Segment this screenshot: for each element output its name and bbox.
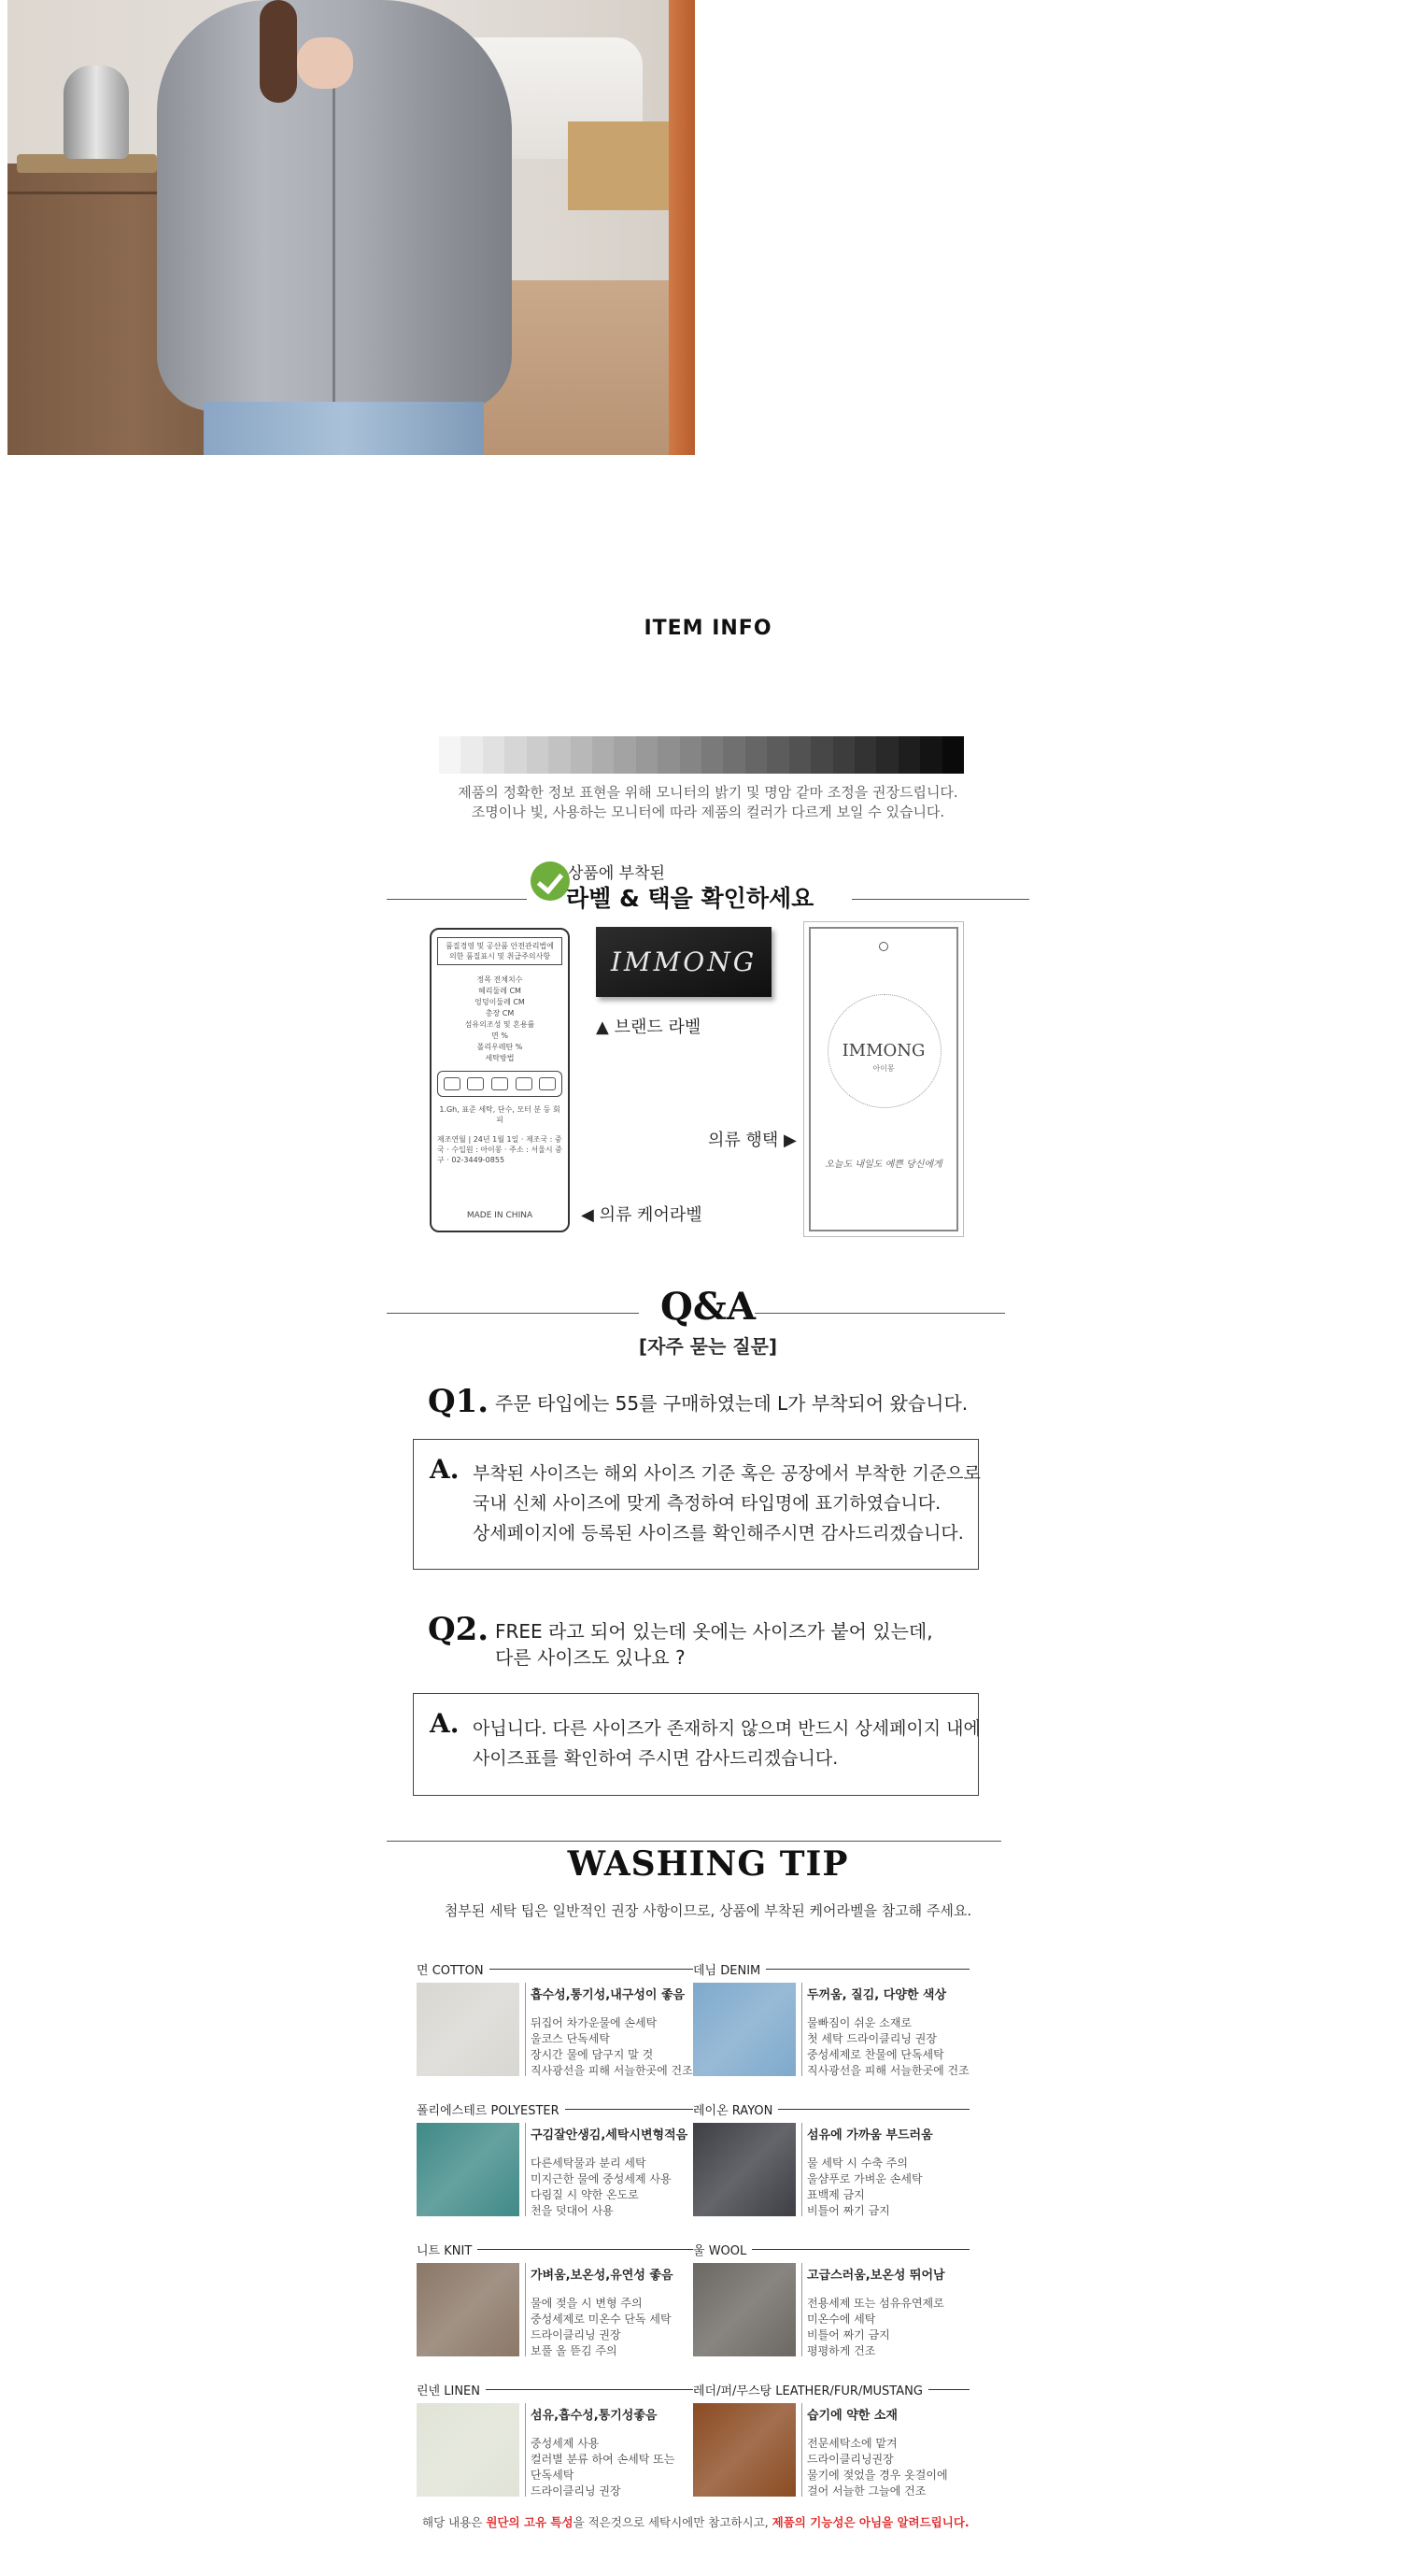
- fabric-tip: 단독세탁: [531, 2469, 574, 2482]
- gray-swatch: [527, 736, 548, 774]
- care-label-row: 정목 전체치수: [476, 975, 523, 984]
- fabric-vertical-line: [525, 2123, 526, 2216]
- fabric-tip: 직사광선을 피해 서늘한곳에 건조: [531, 2064, 693, 2077]
- fabric-trait: 두꺼움, 질김, 다양한 색상: [807, 1988, 947, 2002]
- q2-answer-line2: 사이즈표를 확인하여 주시면 감사드리겠습니다.: [473, 1748, 839, 1769]
- care-label-heading: 품질경영 및 공산품 안전관리법에 의한 품질표시 및 취급주의사항: [437, 937, 562, 965]
- fabric-vertical-line: [525, 2263, 526, 2356]
- fabric-tip: 걸어 서늘한 그늘에 건조: [807, 2484, 927, 2498]
- fabric-tip: 물빠짐이 쉬운 소재로: [807, 2016, 912, 2029]
- care-label-row: 면 %: [491, 1032, 508, 1040]
- q2-answer-line1: 아닙니다. 다른 사이즈가 존재하지 않으며 반드시 상세페이지 내에: [473, 1718, 981, 1739]
- fabric-tip: 울코스 단독세탁: [531, 2032, 610, 2045]
- fabric-tip: 드라이클리닝 권장: [531, 2484, 621, 2498]
- fabric-trait: 섬유,흡수성,통기성좋음: [531, 2409, 658, 2423]
- fabric-swatch: [417, 2123, 519, 2216]
- gray-swatch: [483, 736, 504, 774]
- qa-subtitle: [자주 묻는 질문]: [638, 1335, 778, 1358]
- washing-footnote: [422, 2513, 970, 2530]
- gray-swatch: [680, 736, 701, 774]
- fabric-trait: 섬유에 가까움 부드러움: [807, 2128, 933, 2142]
- gray-swatch: [723, 736, 744, 774]
- q1-answer-line2: 국내 신체 사이즈에 맞게 측정하여 타입명에 표기하였습니다.: [473, 1493, 942, 1514]
- fabric-trait: 구김잘안생김,세탁시변형적음: [531, 2128, 688, 2142]
- fabric-tip: 물 세탁 시 수축 주의: [807, 2156, 908, 2170]
- brand-label-caption: ▲ 브랜드 라벨: [596, 1018, 701, 1037]
- fabric-card: [417, 2241, 693, 2371]
- footnote-highlight1: 원단의 고유 특성: [486, 2515, 573, 2529]
- q1-answer-line1: 부착된 사이즈는 해외 사이즈 기준 혹은 공장에서 부착한 기준으로: [473, 1463, 981, 1484]
- q1-mark: Q1.: [428, 1383, 489, 1420]
- fabric-tip: 장시간 물에 담구지 말 것: [531, 2048, 654, 2061]
- label-section-heading: 라벨 & 택을 확인하세요: [566, 885, 814, 912]
- fabric-trait: 흡수성,통기성,내구성이 좋음: [531, 1988, 686, 2002]
- gray-swatch: [855, 736, 876, 774]
- fabric-card: [417, 2381, 693, 2512]
- fabric-swatch: [417, 2403, 519, 2497]
- fabric-swatch: [693, 1983, 796, 2076]
- gray-swatch: [942, 736, 964, 774]
- photo-door: [669, 0, 695, 455]
- photo-side-table: [568, 121, 671, 210]
- care-label-caption: ◀ 의류 케어라벨: [581, 1205, 702, 1225]
- fabric-tip: 직사광선을 피해 서늘한곳에 건조: [807, 2064, 970, 2077]
- care-label-info: 제조연월 | 24년 1월 1일 · 제조국 : 중국 · 수입원 : 아이몽 · 주소 : 서울시 중구 · 02-3449-0855: [437, 1135, 562, 1164]
- fabric-name: 폴리에스테르 POLYESTER: [417, 2100, 565, 2118]
- fabric-tip: 물에 젖을 시 변형 주의: [531, 2297, 643, 2310]
- gray-swatch: [636, 736, 658, 774]
- fabric-tip: 드라이클리닝권장: [807, 2453, 894, 2466]
- product-photo: [7, 0, 695, 455]
- gray-swatch: [833, 736, 855, 774]
- fabric-tip: 미온수에 세탁: [807, 2313, 876, 2326]
- gray-swatch: [767, 736, 788, 774]
- divider: [387, 1841, 1001, 1842]
- fabric-vertical-line: [801, 2263, 802, 2356]
- q1-answer-mark: A.: [430, 1454, 460, 1485]
- gray-swatch: [811, 736, 832, 774]
- gray-swatch: [876, 736, 898, 774]
- gray-swatch: [504, 736, 526, 774]
- fabric-vertical-line: [801, 2403, 802, 2497]
- q2-question-line1: FREE 라고 되어 있는데 옷에는 사이즈가 붙어 있는데,: [495, 1620, 933, 1643]
- bleach-symbol-icon: [467, 1077, 484, 1090]
- gray-swatch: [920, 736, 942, 774]
- fabric-tip: 미지근한 물에 중성세제 사용: [531, 2172, 672, 2185]
- fabric-tip: 다른세탁물과 분리 세탁: [531, 2156, 646, 2170]
- fabric-name: 레더/퍼/무스탕 LEATHER/FUR/MUSTANG: [693, 2381, 928, 2398]
- wash-symbol-icon: [444, 1077, 460, 1090]
- q1-answer-line3: 상세페이지에 등록된 사이즈를 확인해주시면 감사드리겠습니다.: [473, 1523, 964, 1544]
- care-label-rows: [437, 975, 562, 1063]
- care-symbols: [437, 1071, 562, 1097]
- care-label-row: 총장 CM: [485, 1009, 515, 1018]
- dryclean-symbol-icon: [516, 1077, 532, 1090]
- footnote-highlight2: 제품의 기능성은 아님을 알려드립니다.: [772, 2515, 970, 2529]
- iron-symbol-icon: [491, 1077, 508, 1090]
- gray-swatch: [658, 736, 679, 774]
- gray-swatch: [745, 736, 767, 774]
- fabric-card: [417, 1960, 693, 2091]
- gray-swatch: [789, 736, 811, 774]
- fabric-tip: 중성세제로 찬물에 단독세탁: [807, 2048, 944, 2061]
- monitor-notice-line2: 조명이나 빛, 사용하는 모니터에 따라 제품의 컬러가 다르게 보일 수 있습니다.: [471, 804, 945, 820]
- fabric-vertical-line: [801, 2123, 802, 2216]
- brand-label-illustration: IMMONG: [596, 927, 772, 997]
- fabric-tip: 중성세제로 미온수 단독 세탁: [531, 2313, 672, 2326]
- fabric-name: 울 WOOL: [693, 2241, 752, 2258]
- q1-question-line1: 주문 타입에는 55를 구매하였는데 L가 부착되어 왔습니다.: [495, 1392, 969, 1415]
- washing-tip-subtitle: 첨부된 세탁 팁은 일반적인 권장 사항이므로, 상품에 부착된 케어라벨을 참고해 주세요.: [444, 1902, 972, 1919]
- fabric-swatch: [693, 2123, 796, 2216]
- label-section-subtitle: 상품에 부착된: [568, 864, 665, 883]
- hang-tag-hole: [879, 942, 888, 951]
- fabric-name: 니트 KNIT: [417, 2241, 477, 2258]
- qa-title: Q&A: [660, 1285, 756, 1329]
- care-label-row: 엉덩이둘레 CM: [474, 998, 525, 1006]
- gray-swatch: [614, 736, 635, 774]
- care-label-made-in: MADE IN CHINA: [466, 1211, 533, 1220]
- care-label-row: 폴리우레탄 %: [476, 1043, 523, 1051]
- fabric-name: 면 COTTON: [417, 1960, 489, 1978]
- monitor-notice: [0, 783, 1416, 822]
- gray-swatch: [548, 736, 570, 774]
- hang-tag-brand: IMMONG: [842, 1041, 926, 1060]
- q2-question-line2: 다른 사이즈도 있나요 ?: [495, 1646, 686, 1669]
- fabric-tip: 뒤집어 차가운물에 손세탁: [531, 2016, 658, 2029]
- q2-answer-mark: A.: [430, 1708, 460, 1739]
- fabric-tip: 표백제 금지: [807, 2188, 865, 2201]
- gray-swatch: [571, 736, 592, 774]
- gray-swatch: [701, 736, 723, 774]
- fabric-tip: 전용세제 또는 섬유유연제로: [807, 2297, 944, 2310]
- fabric-trait: 습기에 약한 소재: [807, 2409, 898, 2423]
- gray-swatch: [592, 736, 614, 774]
- fabric-tip: 컬러별 분류 하여 손세탁 또는: [531, 2453, 675, 2466]
- fabric-card: [417, 2100, 693, 2231]
- fabric-tip: 보풀 올 뜯김 주의: [531, 2344, 617, 2357]
- fabric-card: [693, 2100, 970, 2231]
- fabric-name: 레이온 RAYON: [693, 2100, 778, 2118]
- hang-tag-caption: 의류 행택 ▶: [708, 1131, 797, 1150]
- fabric-tip: 천을 덧대어 사용: [531, 2204, 614, 2217]
- fabric-tip: 중성세제 사용: [531, 2437, 600, 2450]
- photo-hand: [297, 37, 353, 89]
- fabric-tip: 울샴푸로 가벼운 손세탁: [807, 2172, 923, 2185]
- fabric-tip: 다림질 시 약한 온도로: [531, 2188, 639, 2201]
- divider: [852, 899, 1029, 900]
- fabric-tip: 평평하게 건조: [807, 2344, 876, 2357]
- footnote-part2: 을 적은것으로 세탁시에만 참고하시고,: [573, 2515, 772, 2529]
- washing-tip-title: WASHING TIP: [567, 1844, 849, 1884]
- q2-mark: Q2.: [428, 1611, 489, 1648]
- care-label-row: 세탁방법: [485, 1054, 515, 1062]
- care-label-illustration: [430, 928, 570, 1232]
- fabric-tip: 첫 세탁 드라이클리닝 권장: [807, 2032, 937, 2045]
- fabric-trait: 고급스러움,보온성 뛰어남: [807, 2269, 945, 2283]
- fabric-card: [693, 2241, 970, 2371]
- divider: [387, 899, 527, 900]
- photo-jeans: [204, 402, 484, 455]
- fabric-vertical-line: [525, 2403, 526, 2497]
- monitor-gray-scale: [439, 736, 964, 774]
- fabric-card: [693, 2381, 970, 2512]
- fabric-swatch: [693, 2263, 796, 2356]
- gray-swatch: [899, 736, 920, 774]
- hang-tag-illustration: [809, 927, 958, 1231]
- fabric-trait: 가벼움,보온성,유연성 좋음: [531, 2269, 673, 2283]
- fabric-swatch: [693, 2403, 796, 2497]
- hang-tag-brand-kr: 아이몽: [872, 1064, 895, 1073]
- care-label-notes: 1.Gh, 표준 세탁, 단수, 모터 분 등 회피: [439, 1105, 560, 1124]
- care-label-row: 헤리둘레 CM: [478, 987, 521, 995]
- photo-hair: [260, 0, 297, 103]
- fabric-tip: 드라이클리닝 권장: [531, 2328, 621, 2341]
- monitor-notice-line1: 제품의 정확한 정보 표현을 위해 모니터의 밝기 및 명암 같마 조정을 권장드립니다.: [458, 784, 958, 801]
- fabric-name: 린넨 LINEN: [417, 2381, 486, 2398]
- fabric-tip: 물기에 젖었을 경우 옷걸이에: [807, 2469, 948, 2482]
- check-icon: [531, 861, 570, 901]
- gray-swatch: [439, 736, 460, 774]
- fabric-tip: 비틀어 짜기 금지: [807, 2328, 890, 2341]
- fabric-vertical-line: [801, 1983, 802, 2076]
- care-label-row: 섬유의조성 및 혼용률: [464, 1020, 535, 1029]
- photo-kettle: [64, 65, 129, 159]
- fabric-tip: 전문세탁소에 맡겨: [807, 2437, 898, 2450]
- fabric-swatch: [417, 2263, 519, 2356]
- fabric-swatch: [417, 1983, 519, 2076]
- fabric-tip: 비틀어 짜기 금지: [807, 2204, 890, 2217]
- hang-tag-script: 오늘도 내일도 예쁜 당신에게: [825, 1160, 942, 1170]
- fabric-card: [693, 1960, 970, 2091]
- footnote-part1: 해당 내용은: [422, 2515, 487, 2529]
- fabric-name: 데님 DENIM: [693, 1960, 766, 1978]
- gray-swatch: [460, 736, 482, 774]
- fabric-vertical-line: [525, 1983, 526, 2076]
- item-info-heading: ITEM INFO: [644, 617, 772, 640]
- dry-symbol-icon: [539, 1077, 556, 1090]
